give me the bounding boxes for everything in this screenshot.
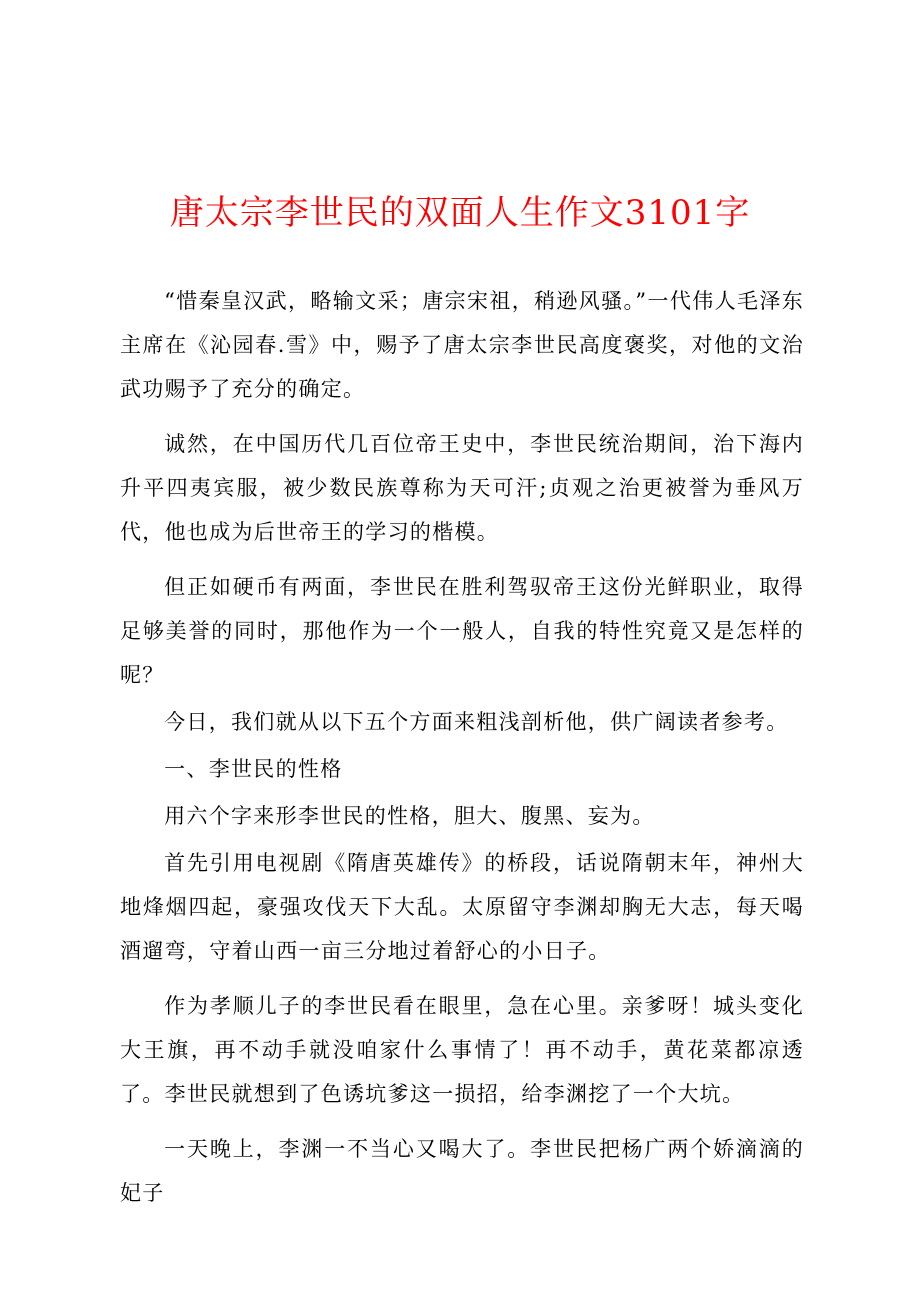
paragraph-1: “惜秦皇汉武，略输文采；唐宗宋祖，稍逊风骚。”一代伟人毛泽东主席在《沁园春.雪》中，赐予了唐太宗李世民高度褒奖，对他的文治武功赐予了充分的确定。 (120, 289, 804, 401)
section-heading-1: 一、李世民的性格 (164, 757, 343, 781)
paragraph-2: 诚然，在中国历代几百位帝王史中，李世民统治期间，治下海内升平四夷宾服，被少数民族尊称为天可汗;贞观之治更被誉为垂风万代，他也成为后世帝王的学习的楷模。 (120, 432, 804, 544)
paragraph-4: 今日，我们就从以下五个方面来粗浅剖析他，供广阔读者参考。 (164, 710, 789, 734)
paragraph-5: 用六个字来形李世民的性格，胆大、腹黑、妄为。 (164, 804, 655, 828)
paragraph-3: 但正如硬币有两面，李世民在胜利驾驭帝王这份光鲜职业，取得足够美誉的同时，那他作为一个一般人，自我的特性究竟又是怎样的呢？ (120, 575, 804, 687)
paragraph-7: 作为孝顺儿子的李世民看在眼里，急在心里。亲爹呀！城头变化大王旗，再不动手就没咱家什么事情了！再不动手，黄花菜都凉透了。李世民就想到了色诱坑爹这一损招，给李渊挖了一个大坑。 (120, 994, 804, 1106)
paragraph-6: 首先引用电视剧《隋唐英雄传》的桥段，话说隋朝末年，神州大地烽烟四起，豪强攻伐天下大乱。太原留守李渊却胸无大志，每天喝酒遛弯，守着山西一亩三分地过着舒心的小日子。 (120, 851, 804, 963)
document-body (120, 279, 804, 1226)
paragraph-8: 一天晚上，李渊一不当心又喝大了。李世民把杨广两个娇滴滴的妃子 (120, 1137, 804, 1205)
document-title: 唐太宗李世民的双面人生作文3101字 (169, 193, 751, 233)
